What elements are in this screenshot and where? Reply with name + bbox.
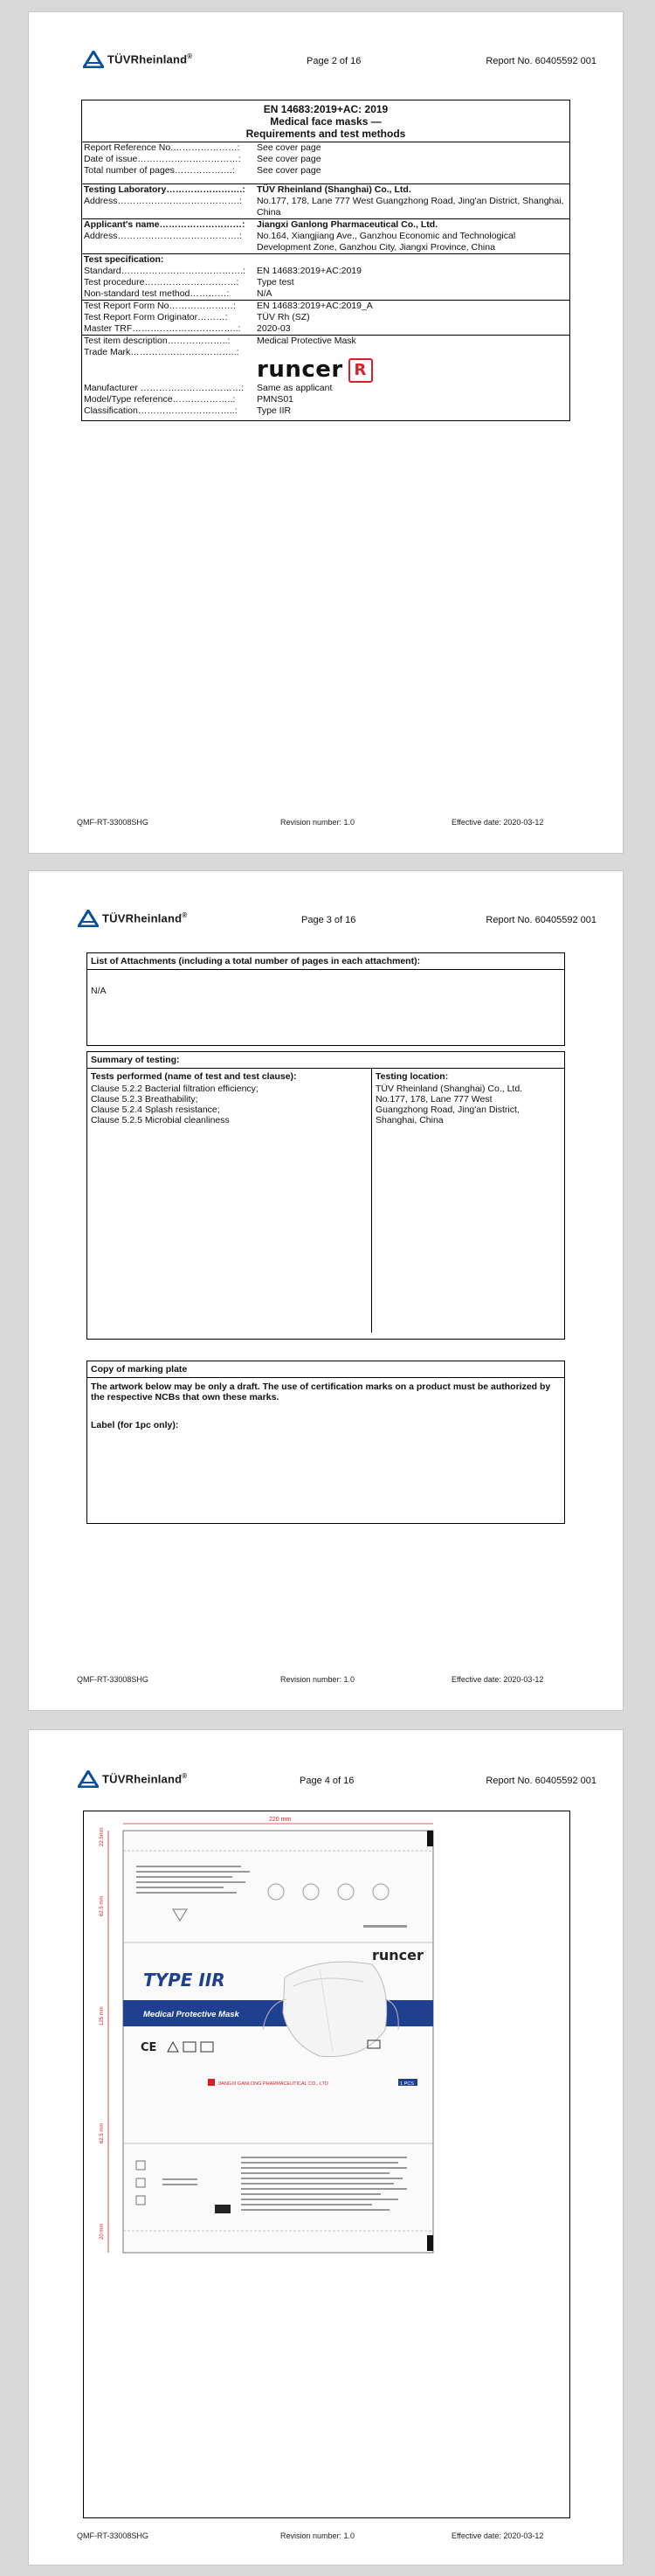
table-row bbox=[82, 231, 569, 253]
table-row bbox=[82, 196, 569, 218]
table-row bbox=[82, 323, 569, 335]
dimension-label: 62.5 mm bbox=[100, 1895, 105, 1916]
page-header bbox=[29, 1767, 623, 1793]
table-row bbox=[82, 165, 569, 177]
row-value: 2020-03 bbox=[257, 323, 291, 334]
list-item: Clause 5.2.5 Microbial cleanliness bbox=[91, 1115, 230, 1125]
summary-of-testing-box: Summary of testing: Tests performed (name of test and test clause): Clause 5.2.2 Bacterial filtration efficiency; Clause 5.2.3 Breathability; Clause 5.2.4 Splash resistance; Clause 5.2.5 Microbial cleanliness Testing location: TÜV Rheinland (Shanghai) Co., Ltd. No.177, 178, Lane 777 West Guangzhong Road, Jing'an District, Shanghai, China bbox=[86, 1051, 565, 1340]
band-label: Medical Protective Mask bbox=[143, 2010, 239, 2019]
table-row bbox=[82, 312, 569, 323]
row-label: Applicant's name………………………: bbox=[84, 219, 245, 230]
row-value: Medical Protective Mask bbox=[257, 336, 356, 346]
runcer-logo: runcer R bbox=[257, 357, 373, 383]
row-label: Model/Type reference………………..: bbox=[84, 394, 236, 405]
row-value: See cover page bbox=[257, 165, 321, 176]
row-label: Test Report Form No…………………: bbox=[84, 301, 236, 311]
row-value: N/A bbox=[257, 288, 272, 299]
table-row bbox=[82, 142, 569, 154]
tuv-logo: TÜVRheinland® bbox=[78, 910, 187, 927]
package-company: JIANGXI GANLONG PHARMACEUTICAL CO., LTD bbox=[217, 2081, 328, 2087]
document-page-4: TÜVRheinland® Page 4 of 16 Report No. 60405592 001 220 mm 22.5mm 62.5 mm 125 mm 62.5 mm 20 mm runcer TYPE IIR Medical Protective Mask CE 1 PCS JIANGXI GANLONG PHARMACEUTICAL CO., LTD QMF-RT-33008SHG Revision number: 1.0 Effective date: 2020-03-12 bbox=[29, 1730, 623, 2565]
table-row bbox=[82, 383, 569, 394]
packaging-artwork bbox=[84, 1811, 569, 2517]
row-label: Testing Laboratory…………………….: bbox=[84, 184, 245, 195]
row-value: TÜV Rh (SZ) bbox=[257, 312, 310, 322]
row-label: Address………………………………….: bbox=[84, 196, 242, 206]
page-number: Page 4 of 16 bbox=[300, 1776, 355, 1786]
tuv-triangle-icon bbox=[78, 910, 99, 927]
row-value: Type test bbox=[257, 277, 294, 287]
list-item: Clause 5.2.3 Breathability; bbox=[91, 1094, 198, 1104]
tests-performed-column: Tests performed (name of test and test clause): Clause 5.2.2 Bacterial filtration efficiency; Clause 5.2.3 Breathability; Clause 5.2.4 Splash resistance; Clause 5.2.5 Microbial cleanliness bbox=[87, 1069, 372, 1333]
table-row bbox=[82, 301, 569, 312]
svg-text:1 PCS: 1 PCS bbox=[400, 2081, 414, 2087]
row-label: Standard………………………………….: bbox=[84, 266, 245, 276]
table-row bbox=[82, 405, 569, 417]
row-label: Test Report Form Originator………: bbox=[84, 312, 228, 322]
row-label: Trade Mark……………………………..: bbox=[84, 347, 239, 357]
document-page-3: TÜVRheinland® Page 3 of 16 Report No. 60405592 001 List of Attachments (including a total number of pages in each attachment): N/A Summary of testing: Tests performed (name of test and test clause): Clause 5.2.2 Bacterial filtration efficiency; Clause 5.2.3 Breathability; Clause 5.2.4 Splash resistance; Clause 5.2.5 Microbial cleanliness Testing location: TÜV Rheinland (Shanghai) Co., Ltd. No.177, 178, Lane 777 West Guangzhong Road, Jing'an District, Shanghai, China Copy of marking plate The artwork below may be only a draft. The use of certification marks on a product must be authorized by the respective NCBs that own these marks. Label (for 1pc only): QMF-RT-33008SHG Revision number: 1.0 Effective date: 2020-03-12 bbox=[29, 871, 623, 1710]
package-brand: runcer bbox=[372, 1947, 424, 1963]
row-value: See cover page bbox=[257, 154, 321, 164]
packaging-artwork-frame bbox=[83, 1811, 570, 2518]
table-row: Test specification: bbox=[84, 254, 164, 265]
marking-plate-box: Copy of marking plate The artwork below may be only a draft. The use of certification marks on a product must be authorized by the respective NCBs that own these marks. Label (for 1pc only): bbox=[86, 1361, 565, 1524]
table-row bbox=[82, 336, 569, 347]
row-value: See cover page bbox=[257, 142, 321, 153]
dimension-label: 62.5 mm bbox=[100, 2122, 105, 2143]
row-value: PMNS01 bbox=[257, 394, 294, 405]
row-label: Master TRF……………………………..: bbox=[84, 323, 241, 334]
table-row bbox=[82, 277, 569, 288]
table-row bbox=[82, 394, 569, 405]
row-value: EN 14683:2019+AC:2019 bbox=[257, 266, 362, 276]
company-logo-icon bbox=[208, 2079, 215, 2086]
list-item: Clause 5.2.2 Bacterial filtration efficiency; bbox=[91, 1084, 259, 1094]
row-value: No.164, Xiangjiang Ave., Ganzhou Economic and Technological Development Zone, Ganzhou City, Jiangxi Province, China bbox=[257, 231, 516, 253]
page-header bbox=[29, 906, 623, 932]
tuv-triangle-icon bbox=[83, 51, 104, 68]
table-row bbox=[82, 154, 569, 165]
row-value: TÜV Rheinland (Shanghai) Co., Ltd. bbox=[257, 184, 411, 195]
report-number: Report No. 60405592 001 bbox=[486, 1776, 596, 1786]
testing-location-column: Testing location: TÜV Rheinland (Shanghai) Co., Ltd. No.177, 178, Lane 777 West Guangzhong Road, Jing'an District, Shanghai, China bbox=[376, 1071, 523, 1125]
type-label: TYPE IIR bbox=[143, 1970, 225, 1991]
ce-mark-icon: CE bbox=[141, 2041, 157, 2054]
trade-mark-row bbox=[82, 357, 569, 383]
dimension-label: 125 mm bbox=[100, 2006, 105, 2025]
row-label: Total number of pages……………….: bbox=[84, 165, 235, 176]
row-label: Date of issue……………………………: bbox=[84, 154, 241, 164]
table-row bbox=[82, 288, 569, 300]
row-label: Non-standard test method…………: bbox=[84, 288, 230, 299]
row-value: No.177, 178, Lane 777 West Guangzhong Road, Jing'an District, Shanghai, China bbox=[257, 196, 564, 218]
row-label: Manufacturer ……………………………: bbox=[84, 383, 245, 393]
row-value: Type IIR bbox=[257, 405, 292, 416]
attachments-box: List of Attachments (including a total number of pages in each attachment): N/A bbox=[86, 952, 565, 1046]
row-value: EN 14683:2019+AC:2019_A bbox=[257, 301, 373, 311]
tuv-triangle-icon bbox=[78, 1770, 99, 1788]
report-summary-table bbox=[81, 100, 570, 421]
row-label: Address………………………………….: bbox=[84, 231, 242, 241]
report-number: Report No. 60405592 001 bbox=[486, 915, 596, 925]
list-item: Clause 5.2.4 Splash resistance; bbox=[91, 1104, 220, 1115]
row-label: Test item description………………..: bbox=[84, 336, 231, 346]
row-label: Report Reference No.…………………: bbox=[84, 142, 240, 153]
table-title: EN 14683:2019+AC: 2019 Medical face masks — Requirements and test methods bbox=[82, 100, 569, 142]
report-number: Report No. 60405592 001 bbox=[486, 56, 596, 66]
tuv-logo: TÜVRheinland® bbox=[83, 51, 192, 68]
table-row bbox=[82, 184, 569, 196]
page-number: Page 3 of 16 bbox=[301, 915, 356, 925]
page-number: Page 2 of 16 bbox=[307, 56, 362, 66]
row-label: Test procedure…………………………: bbox=[84, 277, 239, 287]
tuv-logo: TÜVRheinland® bbox=[78, 1770, 187, 1788]
table-row bbox=[82, 219, 569, 231]
row-label: Classification…………………………..: bbox=[84, 405, 238, 416]
table-row bbox=[82, 266, 569, 277]
dimension-label: 22.5mm bbox=[100, 1827, 105, 1846]
width-dimension-label: 220 mm bbox=[269, 1817, 292, 1823]
row-value: Jiangxi Ganlong Pharmaceutical Co., Ltd. bbox=[257, 219, 438, 230]
dimension-label: 20 mm bbox=[100, 2223, 105, 2240]
row-value: Same as applicant bbox=[257, 383, 333, 393]
page-header bbox=[29, 47, 623, 73]
document-page-2: TÜVRheinland® Page 2 of 16 Report No. 60405592 001 EN 14683:2019+AC: 2019 Medical face masks — Requirements and test methods Report Reference No.…………………: See cover page Date of issue……………………………: See cover page Total number of pages……………….: See cover page Testing Laboratory…………………….: TÜV Rheinland (Shanghai) Co., Ltd. Address………………………………….: No.177, 178, Lane 777 West Guangzhong Road, Jing'an District, Shanghai, China Applicant's name………………………: Jiangxi Ganlong Pharmaceutical Co., Ltd. Address………………………………….: No.164, Xiangjiang Ave., Ganzhou Economic and Technological Development Zone, Ganzhou City, Jiangxi Province, China Test specification: Standard………………………………….: EN 14683:2019+AC:2019 Test procedure…………………………: Type test Non-standard test method…………: N/A Test Report Form No…………………: EN 14683:2019+AC:2019_A Test Report Form Originator………: TÜV Rh (SZ) Master TRF……………………………..: 2020-03 Test item description………………..: Medical Protective Mask Trade Mark……………………………..: runcer R Manufacturer ……………………………: Same as applicant Model/Type reference………………..: PMNS01 Classification…………………………..: Type IIR QMF-RT-33008SHG Revision number: 1.0 Effective date: 2020-03-12 bbox=[29, 12, 623, 853]
